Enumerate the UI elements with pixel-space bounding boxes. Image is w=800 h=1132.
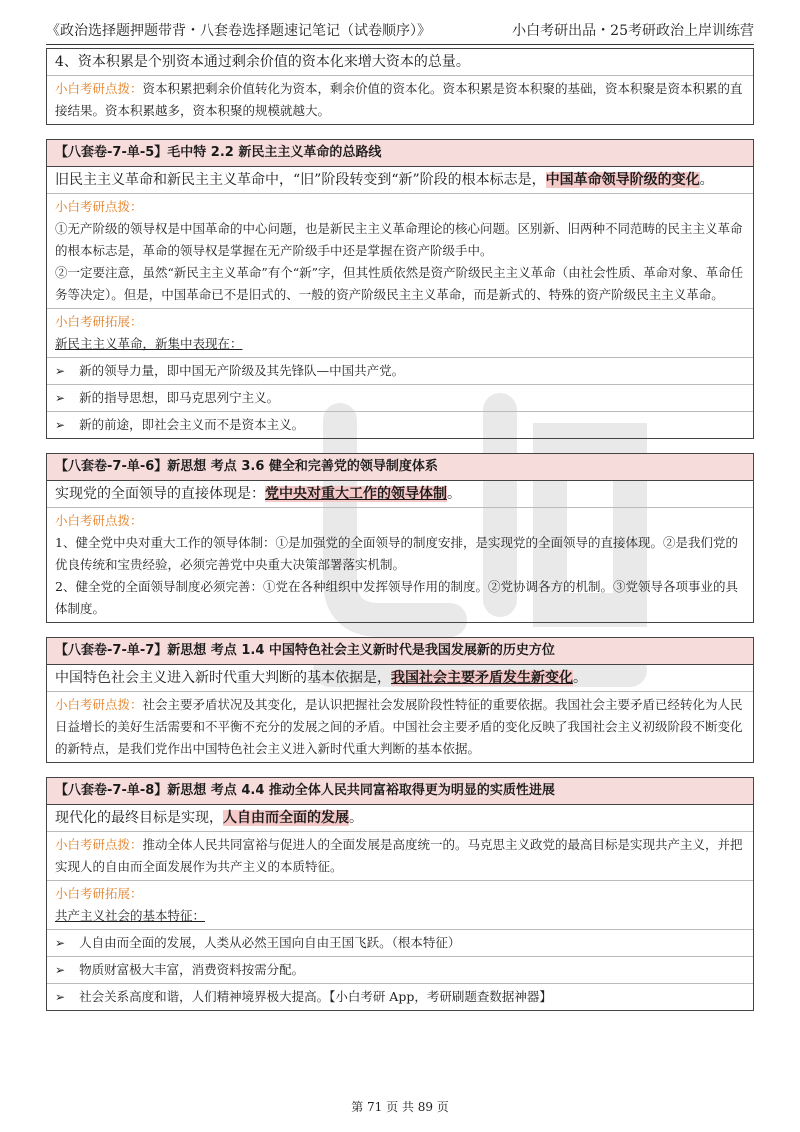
analysis-text: 社会主要矛盾状况及其变化，是认识把握社会发展阶段性特征的重要依据。我国社会主要矛盾已经转化为人民日益增长的美好生活需要和不平衡不充分的发展之间的矛盾。中国社会主要矛盾的变化反映了我国社会主义初级阶段不断变化的新特点，是我们党作出中国特色社会主义进入新时代重大判断的基本依据。 bbox=[55, 697, 743, 756]
question-topic: 毛中特 2.2 新民主主义革命的总路线 bbox=[167, 145, 382, 160]
question-tag: 【八套卷-7-单-7】 bbox=[55, 643, 168, 658]
question-title bbox=[47, 454, 753, 481]
arrow-bullet-icon: ➢ bbox=[55, 418, 66, 432]
question-end: 。 bbox=[699, 172, 714, 188]
extension-label: 小白考研拓展： bbox=[55, 314, 143, 329]
analysis-text: 推动全体人民共同富裕与促进人的全面发展是高度统一的。马克思主义政党的最高目标是实现共产主义，并把实现人的自由而全面发展作为共产主义的本质特征。 bbox=[55, 837, 743, 874]
answer-highlight: 我国社会主要矛盾发生新变化 bbox=[391, 670, 573, 686]
question-text bbox=[47, 481, 753, 508]
question-title bbox=[47, 778, 753, 805]
answer-highlight: 人自由而全面的发展 bbox=[223, 810, 349, 826]
question-end: 。 bbox=[447, 486, 461, 502]
question-topic: 新思想 考点 3.6 健全和完善党的领导制度体系 bbox=[167, 459, 438, 474]
list-item bbox=[47, 957, 753, 984]
analysis-row bbox=[47, 692, 753, 762]
question-text bbox=[47, 665, 753, 692]
analysis-row bbox=[47, 76, 753, 124]
arrow-bullet-icon: ➢ bbox=[55, 936, 66, 950]
answer-highlight: 党中央对重大工作的领导体制 bbox=[265, 486, 447, 502]
list-item bbox=[47, 385, 753, 412]
question-title bbox=[47, 140, 753, 167]
question-text bbox=[47, 805, 753, 832]
analysis-row bbox=[47, 194, 753, 309]
arrow-bullet-icon: ➢ bbox=[55, 364, 66, 378]
question-end: 。 bbox=[349, 810, 363, 826]
analysis-row bbox=[47, 508, 753, 622]
question-box-7 bbox=[46, 637, 754, 763]
question-box-8 bbox=[46, 777, 754, 1011]
list-item bbox=[47, 930, 753, 957]
analysis-label: 小白考研点拨： bbox=[55, 837, 143, 852]
analysis-label: 小白考研点拨： bbox=[55, 199, 143, 214]
list-item-text: 新的前途，即社会主义而不是资本主义。 bbox=[79, 417, 305, 432]
question-stem: 现代化的最终目标是实现， bbox=[55, 810, 223, 826]
extension-label: 小白考研拓展： bbox=[55, 886, 143, 901]
question-title bbox=[47, 638, 753, 665]
list-item-text: 人自由而全面的发展，人类从必然王国向自由王国飞跃。（根本特征） bbox=[79, 935, 461, 950]
page-number: 第 71 页 共 89 页 bbox=[351, 1100, 449, 1114]
arrow-bullet-icon: ➢ bbox=[55, 990, 66, 1004]
extension-subtitle: 共产主义社会的基本特征： bbox=[55, 908, 206, 923]
question-tag: 【八套卷-7-单-8】 bbox=[55, 783, 168, 798]
analysis-label: 小白考研点拨： bbox=[55, 697, 143, 712]
question-stem: 中国特色社会主义进入新时代重大判断的基本依据是， bbox=[55, 670, 391, 686]
list-item-text: 新的指导思想，即马克思列宁主义。 bbox=[79, 390, 280, 405]
extension-row bbox=[47, 881, 753, 930]
arrow-bullet-icon: ➢ bbox=[55, 391, 66, 405]
answer-highlight: 中国革命领导阶级的变化 bbox=[545, 172, 700, 188]
arrow-bullet-icon: ➢ bbox=[55, 963, 66, 977]
extension-subtitle: 新民主主义革命，新集中表现在： bbox=[55, 336, 243, 351]
extension-row bbox=[47, 309, 753, 358]
question-tag: 【八套卷-7-单-6】 bbox=[55, 459, 168, 474]
header-left-title: 《政治选择题押题带背・八套卷选择题速记笔记（试卷顺序）》 bbox=[46, 23, 431, 39]
analysis-text: 资本积累把剩余价值转化为资本，剩余价值的资本化。资本积累是资本积聚的基础，资本积聚是资本积累的直接结果。资本积累越多，资本积聚的规模就越大。 bbox=[55, 81, 743, 118]
analysis-point-2: 2、健全党的全面领导制度必须完善：①党在各种组织中发挥领导作用的制度。②党协调各方的机制。③党领导各项事业的具体制度。 bbox=[55, 579, 738, 616]
question-text: 4、资本积累是个别资本通过剩余价值的资本化来增大资本的总量。 bbox=[47, 49, 753, 76]
list-item bbox=[47, 358, 753, 385]
header-right-brand: 小白考研出品・25考研政治上岸训练营 bbox=[512, 23, 754, 39]
question-box-6 bbox=[46, 453, 754, 623]
analysis-label: 小白考研点拨： bbox=[55, 513, 143, 528]
question-end: 。 bbox=[573, 670, 587, 686]
question-stem: 旧民主主义革命和新民主主义革命中，“旧”阶段转变到“新”阶段的根本标志是， bbox=[55, 172, 546, 188]
list-item bbox=[47, 984, 753, 1010]
analysis-label: 小白考研点拨： bbox=[55, 81, 143, 96]
list-item bbox=[47, 412, 753, 438]
analysis-point-2: ②一定要注意，虽然“新民主主义革命”有个“新”字，但其性质依然是资产阶级民主主义革命（由社会性质、革命对象、革命任务等决定）。但是，中国革命已不是旧式的、一般的资产阶级民主主义革命，而是新式的、特殊的资产阶级民主主义革命。 bbox=[55, 265, 744, 302]
question-text bbox=[47, 167, 753, 194]
question-topic: 新思想 考点 1.4 中国特色社会主义新时代是我国发展新的历史方位 bbox=[167, 643, 555, 658]
question-topic: 新思想 考点 4.4 推动全体人民共同富裕取得更为明显的实质性进展 bbox=[167, 783, 555, 798]
list-item-text: 新的领导力量，即中国无产阶级及其先锋队—中国共产党。 bbox=[79, 363, 405, 378]
question-box-5 bbox=[46, 139, 754, 439]
question-stem: 实现党的全面领导的直接体现是： bbox=[55, 486, 265, 502]
list-item-text: 社会关系高度和谐，人们精神境界极大提高。【小白考研 App，考研刷题查数据神器】 bbox=[79, 989, 552, 1004]
analysis-point-1: ①无产阶级的领导权是中国革命的中心问题，也是新民主主义革命理论的核心问题。区别新、旧两种不同范畴的民主主义革命的根本标志是，革命的领导权是掌握在无产阶级手中还是掌握在资产阶级手中。 bbox=[55, 221, 743, 258]
question-tag: 【八套卷-7-单-5】 bbox=[55, 145, 168, 160]
analysis-row bbox=[47, 832, 753, 881]
analysis-point-1: 1、健全党中央对重大工作的领导体制：①是加强党的全面领导的制度安排，是实现党的全面领导的直接体现。②是我们党的优良传统和宝贵经验，必须完善党中央重大决策部署落实机制。 bbox=[55, 535, 738, 572]
list-item-text: 物质财富极大丰富，消费资料按需分配。 bbox=[79, 962, 305, 977]
page-content bbox=[46, 48, 754, 1025]
page-header bbox=[46, 14, 754, 45]
continued-question-box bbox=[46, 48, 754, 125]
